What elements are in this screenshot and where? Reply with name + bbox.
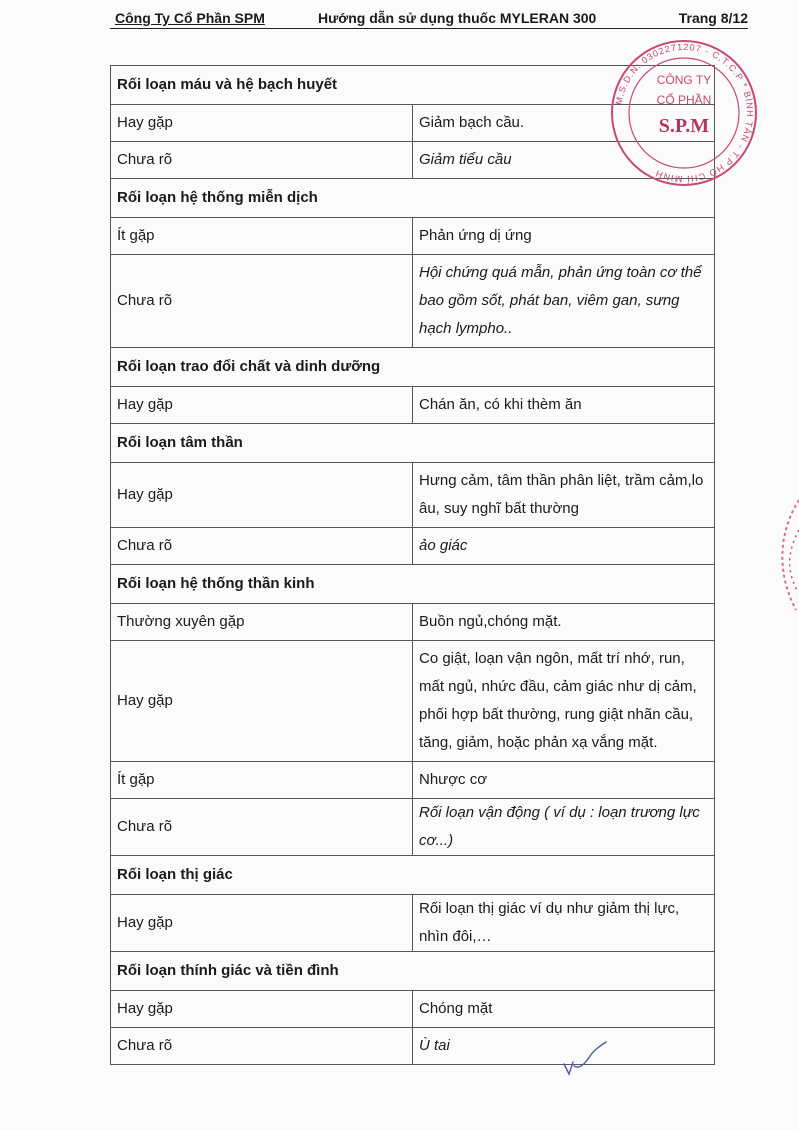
page-header xyxy=(110,6,748,29)
table-row xyxy=(111,641,715,762)
section-row xyxy=(111,952,715,991)
stamp-line-1: CÔNG TY xyxy=(656,73,712,87)
section-heading: Rối loạn thị giác xyxy=(111,856,715,895)
section-row xyxy=(111,348,715,387)
section-row xyxy=(111,565,715,604)
table-row xyxy=(111,799,715,856)
frequency-cell: Hay gặp xyxy=(111,387,413,424)
frequency-cell: Ít gặp xyxy=(111,218,413,255)
document-title: Hướng dẫn sử dụng thuốc MYLERAN 300 xyxy=(318,10,597,26)
reaction-cell: Chóng mặt xyxy=(413,991,715,1028)
section-heading: Rối loạn hệ thống thần kinh xyxy=(111,565,715,604)
reaction-cell: Buồn ngủ,chóng mặt. xyxy=(413,604,715,641)
reaction-cell: Co giật, loạn vận ngôn, mất trí nhớ, run, mất ngủ, nhức đầu, cảm giác như dị cảm, phối hợp bất thường, rung giật nhãn cầu, tăng, giảm, hoặc phản xạ vắng mặt. xyxy=(413,641,715,762)
frequency-cell: Chưa rõ xyxy=(111,255,413,348)
section-heading: Rối loạn tâm thần xyxy=(111,424,715,463)
table-row xyxy=(111,762,715,799)
reaction-cell: Nhược cơ xyxy=(413,762,715,799)
company-name: Công Ty Cổ Phần SPM xyxy=(115,10,265,26)
frequency-cell: Hay gặp xyxy=(111,105,413,142)
adverse-reactions-table xyxy=(110,65,715,1065)
reaction-cell: Giảm tiểu cầu xyxy=(413,142,715,179)
handwritten-initials xyxy=(560,1040,610,1080)
reaction-cell: Phản ứng dị ứng xyxy=(413,218,715,255)
table-row xyxy=(111,895,715,952)
reaction-cell: Rối loạn thị giác ví dụ như giảm thị lực, nhìn đôi,… xyxy=(413,895,715,952)
section-heading: Rối loạn hệ thống miễn dịch xyxy=(111,179,715,218)
frequency-cell: Hay gặp xyxy=(111,991,413,1028)
reaction-cell: Ù tai xyxy=(413,1028,715,1065)
company-stamp xyxy=(604,38,764,188)
stamp-ring-text: M.S.D.N: 0302271207 - C.T.C.P * BÌNH TÂN - T.P HỒ CHÍ MINH xyxy=(613,41,756,185)
frequency-cell: Hay gặp xyxy=(111,895,413,952)
section-row xyxy=(111,856,715,895)
stamp-line-2: CỔ PHẦN xyxy=(656,93,712,107)
table-row xyxy=(111,218,715,255)
section-heading: Rối loạn máu và hệ bạch huyết xyxy=(111,66,715,105)
table-row xyxy=(111,387,715,424)
frequency-cell: Chưa rõ xyxy=(111,799,413,856)
reaction-cell: Hội chứng quá mẫn, phản ứng toàn cơ thể bao gồm sốt, phát ban, viêm gan, sưng hạch lympho.. xyxy=(413,255,715,348)
table-row xyxy=(111,255,715,348)
table-row xyxy=(111,463,715,528)
section-row xyxy=(111,424,715,463)
frequency-cell: Chưa rõ xyxy=(111,1028,413,1065)
reaction-cell: Giảm bạch cầu. xyxy=(413,105,715,142)
table-row xyxy=(111,604,715,641)
frequency-cell: Thường xuyên gặp xyxy=(111,604,413,641)
reaction-cell: Rối loạn vận động ( ví dụ : loạn trương lực cơ...) xyxy=(413,799,715,856)
reaction-cell: ảo giác xyxy=(413,528,715,565)
frequency-cell: Ít gặp xyxy=(111,762,413,799)
frequency-cell: Hay gặp xyxy=(111,463,413,528)
frequency-cell: Chưa rõ xyxy=(111,142,413,179)
table-row xyxy=(111,991,715,1028)
table-row xyxy=(111,528,715,565)
frequency-cell: Chưa rõ xyxy=(111,528,413,565)
edge-stamp-mark xyxy=(770,490,799,620)
frequency-cell: Hay gặp xyxy=(111,641,413,762)
section-heading: Rối loạn trao đổi chất và dinh dưỡng xyxy=(111,348,715,387)
reaction-cell: Hưng cảm, tâm thần phân liệt, trầm cảm,lo âu, suy nghĩ bất thường xyxy=(413,463,715,528)
table-row xyxy=(111,1028,715,1065)
page-number: Trang 8/12 xyxy=(678,10,748,26)
stamp-line-3: S.P.M xyxy=(658,115,710,137)
reaction-cell: Chán ăn, có khi thèm ăn xyxy=(413,387,715,424)
section-heading: Rối loạn thính giác và tiền đình xyxy=(111,952,715,991)
